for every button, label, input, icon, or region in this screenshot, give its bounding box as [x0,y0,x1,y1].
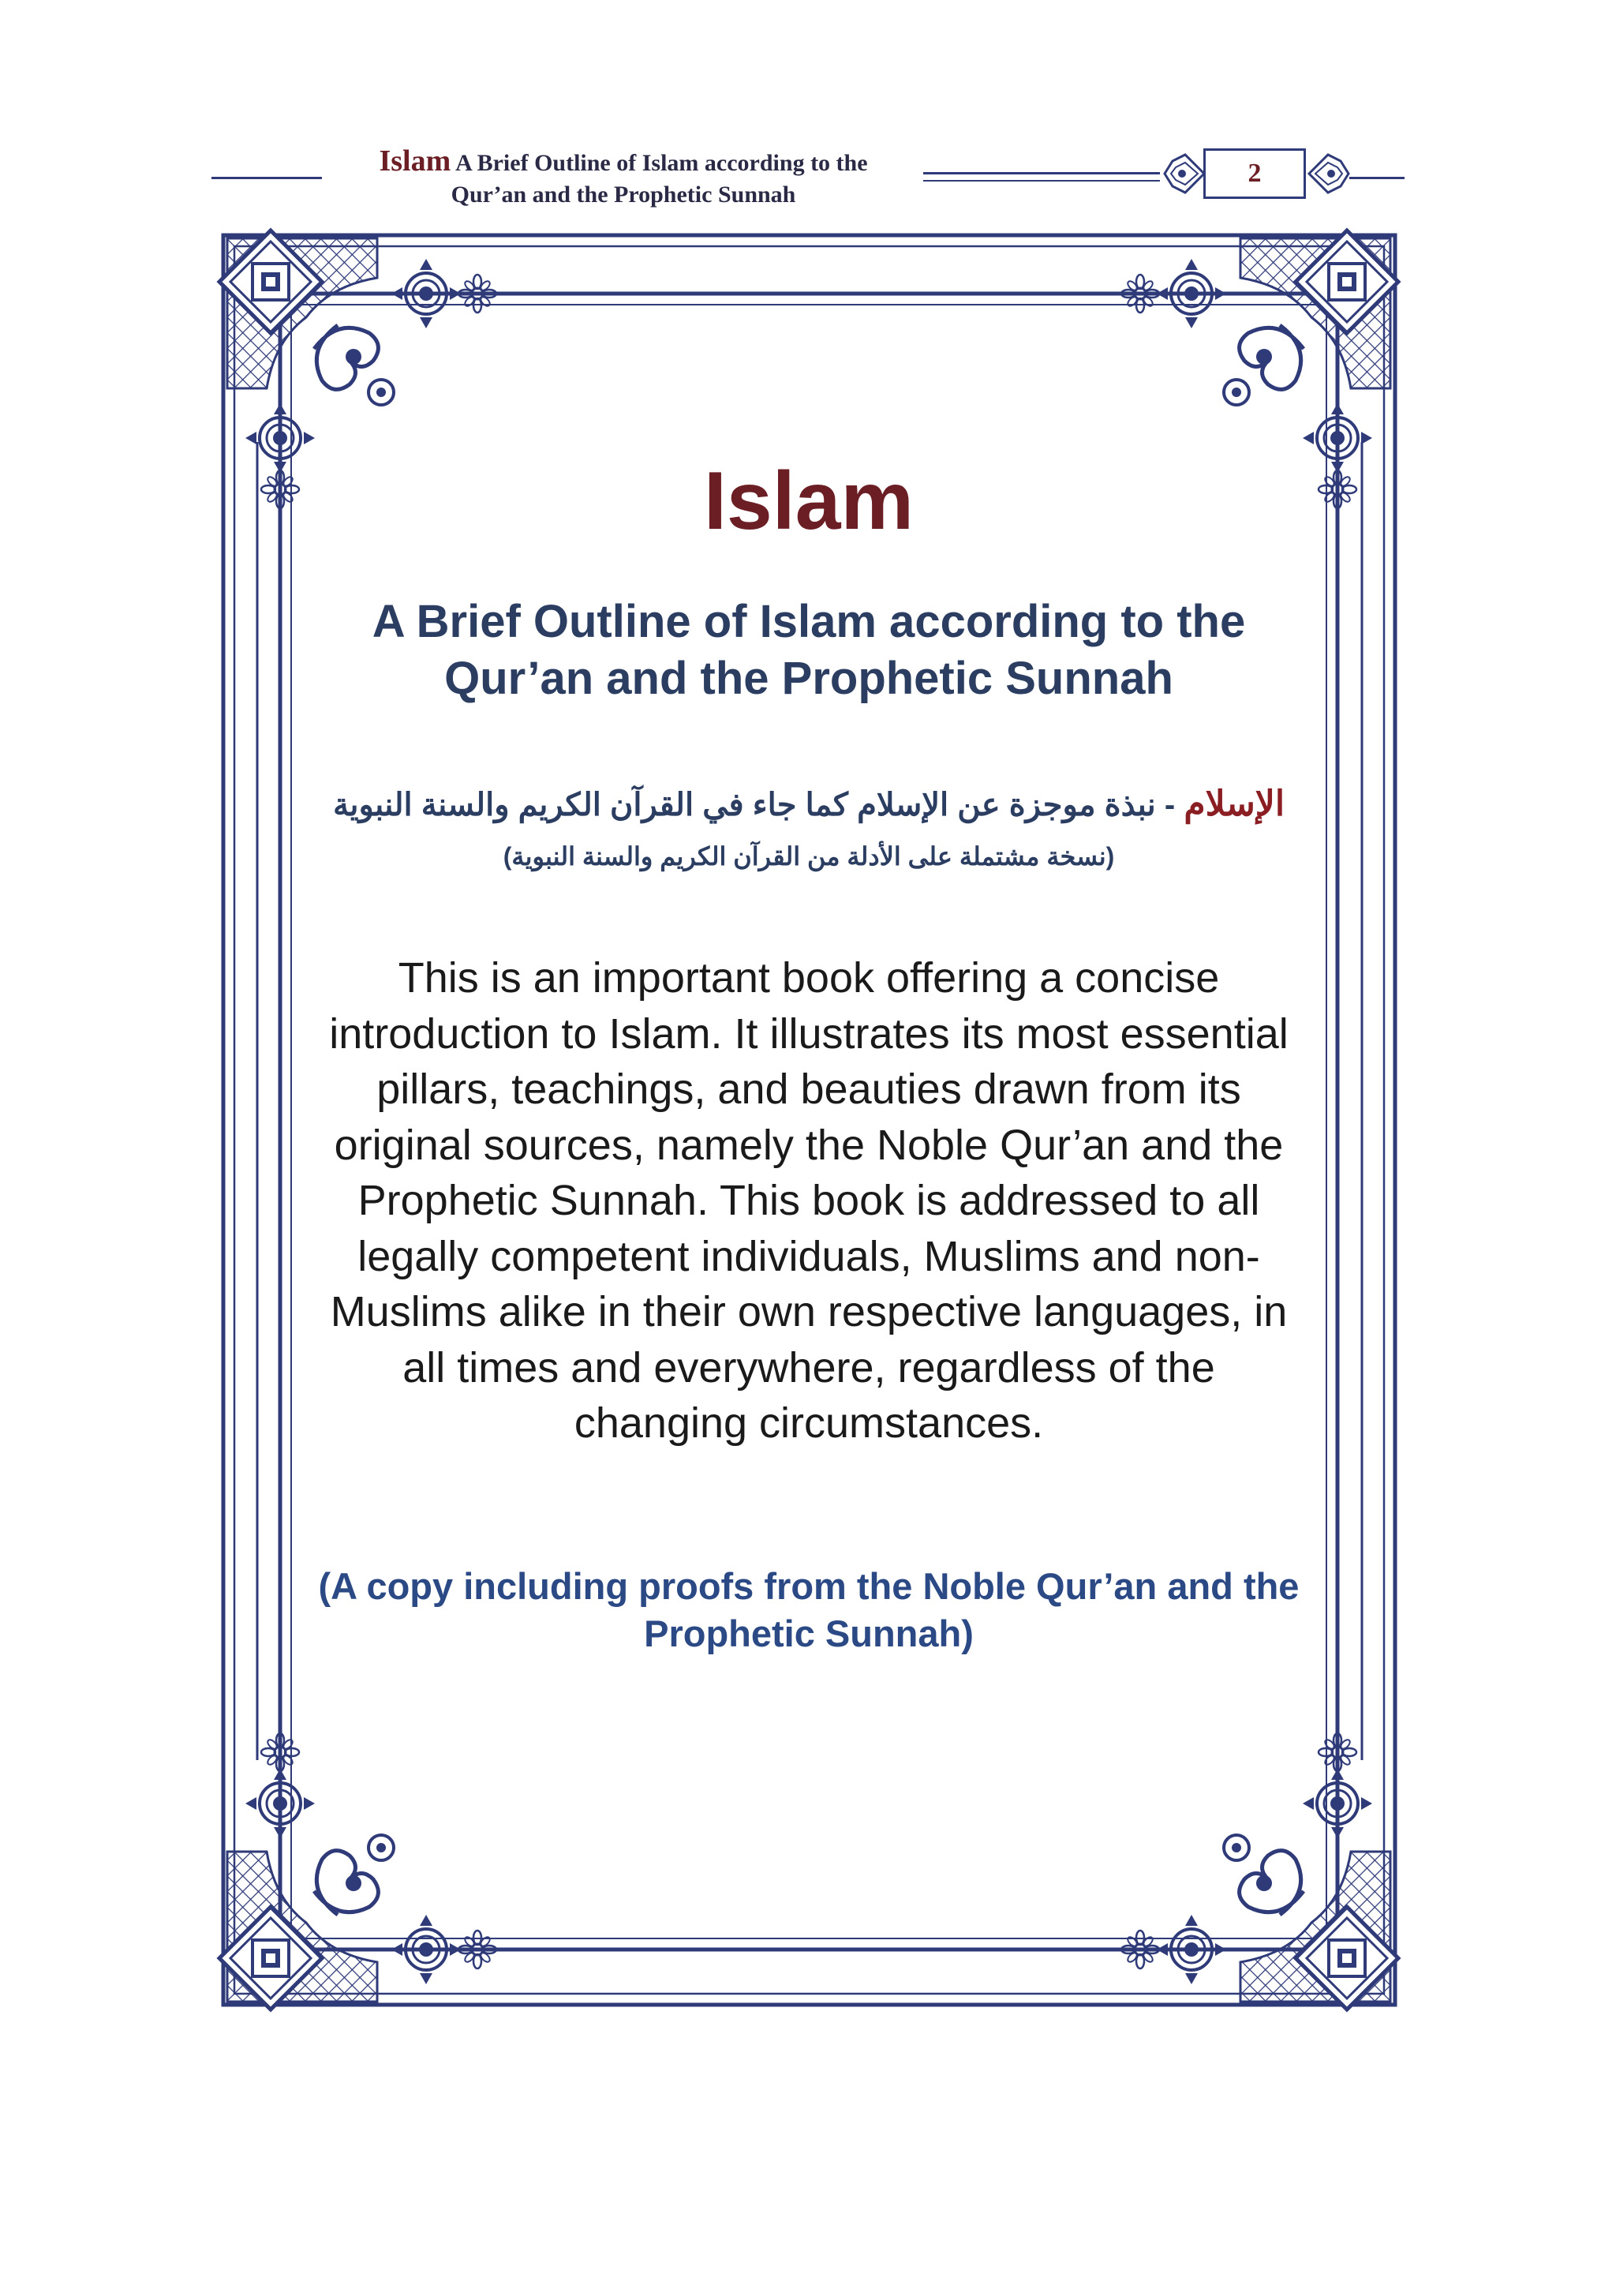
running-header-text: A Brief Outline of Islam according to the Qur’an and the Prophetic Sunnah [451,150,868,208]
arabic-title-text: - نبذة موجزة عن الإسلام كما جاء في القرآن الكريم والسنة النبوية [332,788,1184,822]
page-title: Islam [704,455,914,547]
header-rule-mid-2 [923,180,1160,182]
running-header-lead-word: Islam [379,144,451,178]
page-number-ornament-right-icon [1307,145,1355,202]
arabic-title-lead-word: الإسلام [1184,785,1285,823]
header-rule-mid [923,172,1160,174]
page-subtitle: A Brief Outline of Islam according to the Qur’an and the Prophetic Sunnah [372,596,1246,704]
running-header-title [371,145,876,211]
header-rule-right [1349,177,1405,179]
header-rule-left [211,177,322,179]
copy-note: (A copy including proofs from the Noble Qur’an and the Prophetic Sunnah) [318,1565,1300,1654]
book-description: This is an important book offering a concise introduction to Islam. It illustrates its most essential pillars, teachings, and beauties drawn from its original sources, namely the Noble Qur’an and the Prophetic Sunnah. This book is addressed to all legally competent individuals, Muslims and non-Muslims alike in their own respective languages, in all times and everywhere, regardless of the changing circumstances. [329,954,1289,1447]
arabic-note: (نسخة مشتملة على الأدلة من القرآن الكريم والسنة النبوية) [503,842,1115,871]
running-header [0,142,1616,229]
arabic-title [300,781,1318,828]
page-number-ornament-left-icon [1158,145,1206,202]
page-number: 2 [1203,148,1306,199]
